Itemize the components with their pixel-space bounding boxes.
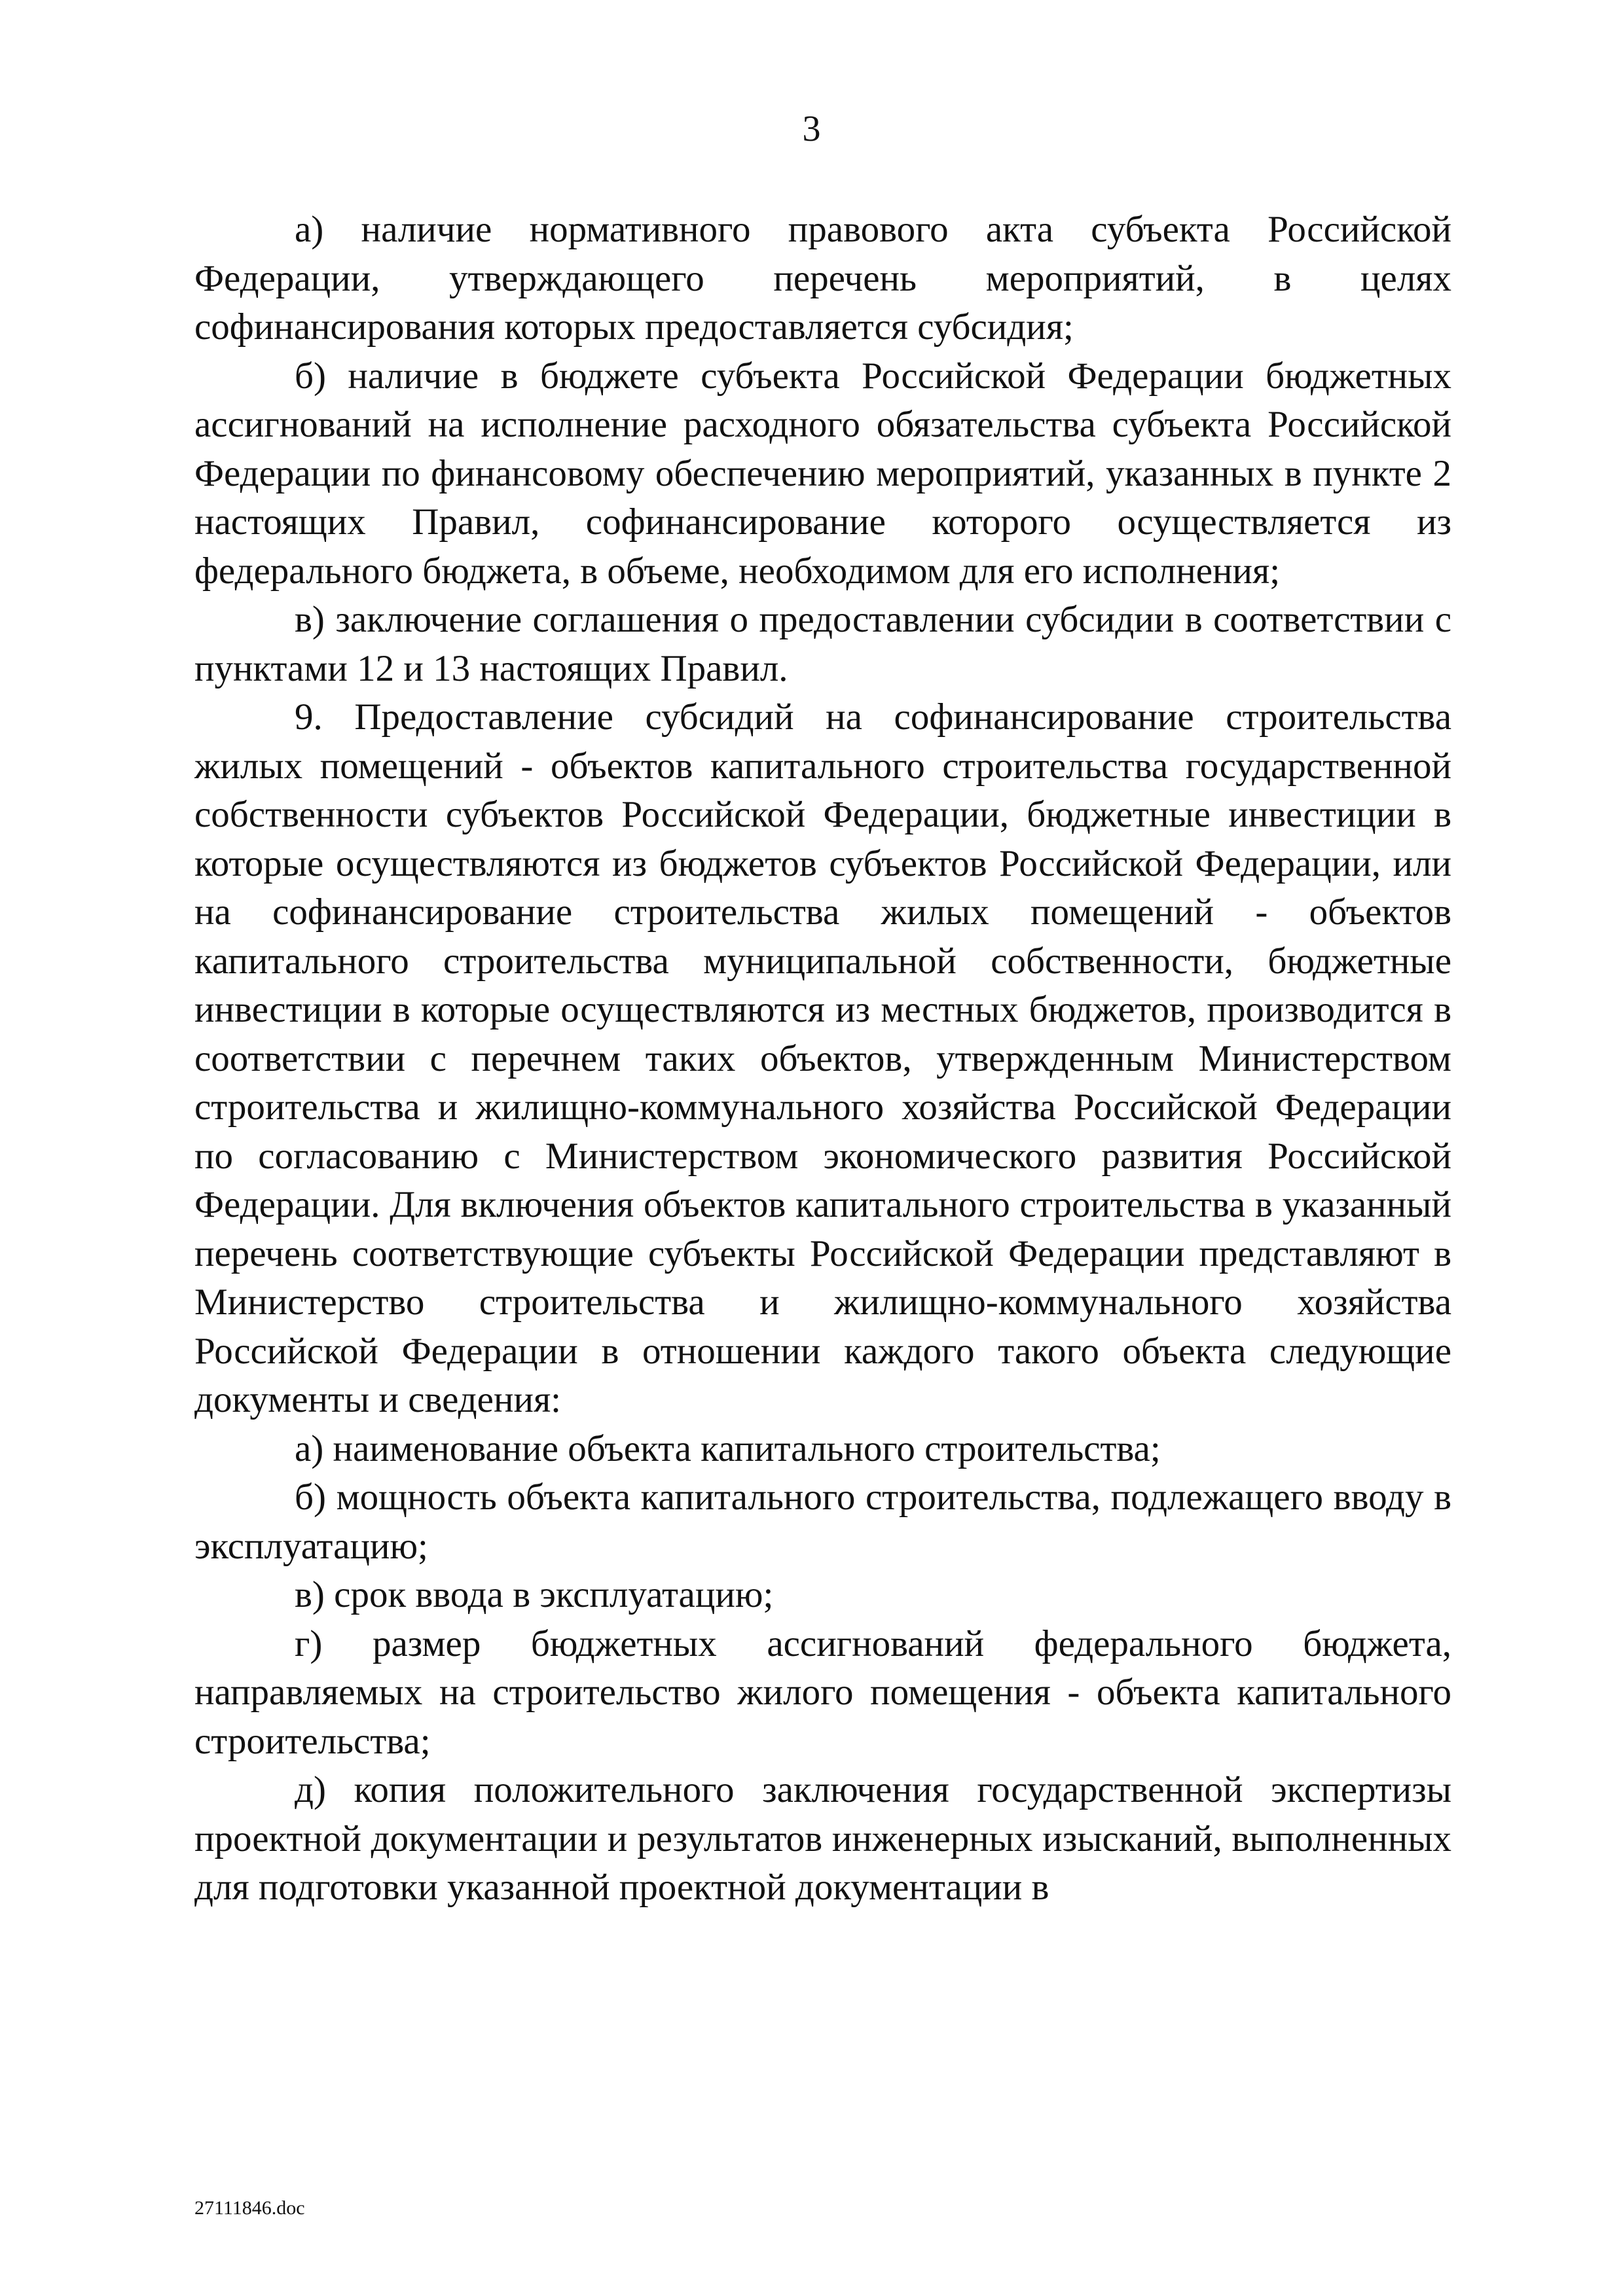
- paragraph-item-v: в) заключение соглашения о предоставлении субсидии в соответствии с пунктами 12 и 13 настоящих Правил.: [194, 599, 1451, 689]
- paragraph-list-item-v: в) срок ввода в эксплуатацию;: [295, 1574, 774, 1615]
- paragraph-list-item-b: б) мощность объекта капитального строительства, подлежащего вводу в эксплуатацию;: [194, 1477, 1451, 1567]
- document-filename-footer: 27111846.doc: [194, 2197, 305, 2219]
- page-number: 3: [802, 109, 821, 149]
- paragraph-item-a: а) наличие нормативного правового акта субъекта Российской Федерации, утверждающего перечень мероприятий, в целях софинансирования которых предоставляется субсидия;: [194, 209, 1451, 348]
- paragraph-section-9: 9. Предоставление субсидий на софинансирование строительства жилых помещений - объектов капитального строительства государственной собственности субъектов Российской Федерации, бюджетные инвестиции в которые осуществляются из бюджетов субъектов Российской Федерации, или на софинансирование строительства жилых помещений - объектов капитального строительства муниципальной собственности, бюджетные инвестиции в которые осуществляются из местных бюджетов, производится в соответствии с перечнем таких объектов, утвержденным Министерством строительства и жилищно-коммунального хозяйства Российской Федерации по согласованию с Министерством экономического развития Российской Федерации. Для включения объектов капитального строительства в указанный перечень соответствующие субъекты Российской Федерации представляют в Министерство строительства и жилищно-коммунального хозяйства Российской Федерации в отношении каждого такого объекта следующие документы и сведения:: [194, 696, 1451, 1420]
- paragraph-list-item-g: г) размер бюджетных ассигнований федерального бюджета, направляемых на строительство жилого помещения - объекта капитального строительства;: [194, 1623, 1451, 1762]
- paragraph-list-item-d: д) копия положительного заключения государственной экспертизы проектной документации и результатов инженерных изысканий, выполненных для подготовки указанной проектной документации в: [194, 1769, 1451, 1908]
- paragraph-list-item-a: а) наименование объекта капитального строительства;: [295, 1427, 1161, 1469]
- paragraph-item-b: б) наличие в бюджете субъекта Российской Федерации бюджетных ассигнований на исполнение расходного обязательства субъекта Российской Федерации по финансовому обеспечению мероприятий, указанных в пункте 2 настоящих Правил, софинансирование которого осуществляется из федерального бюджета, в объеме, необходимом для его исполнения;: [194, 355, 1451, 592]
- document-body: [194, 206, 1451, 1912]
